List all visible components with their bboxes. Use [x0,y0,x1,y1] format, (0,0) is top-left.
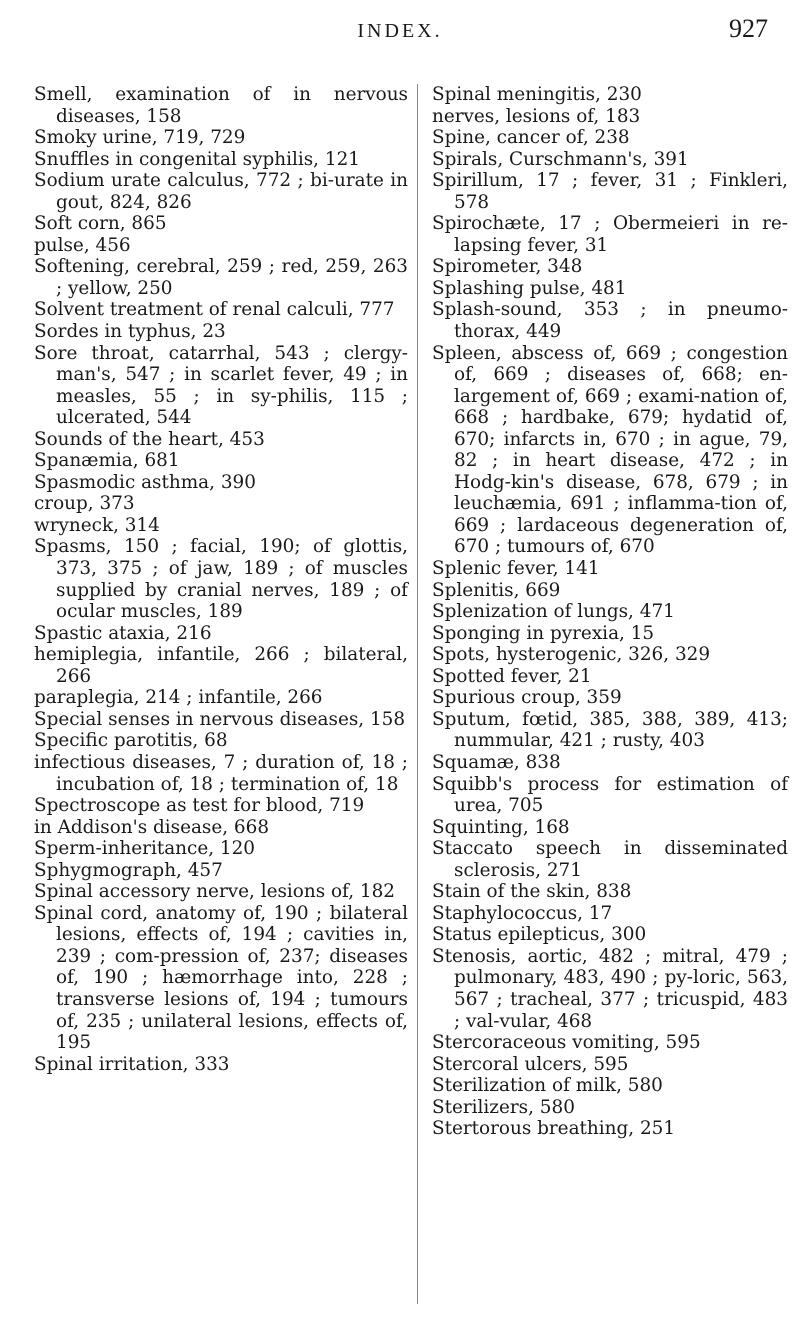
index-entry: Spasms, 150 ; facial, 190; of glottis, 373, 375 ; of jaw, 189 ; of muscles supplied by cranial nerves, 189 ; of ocular muscles, 189 [34,536,408,623]
index-entry: Soft corn, 865 [34,213,167,235]
index-columns [34,84,788,1324]
index-entry: infectious diseases, 7 ; duration of, 18 ; incubation of, 18 ; termination of, 18 [34,751,408,795]
index-entry: Spanæmia, 681 [34,450,180,472]
index-entry: Staphylococcus, 17 [432,902,613,924]
index-entry: Sore throat, catarrhal, 543 ; clergy-man's, 547 ; in scarlet fever, 49 ; in measles, 55 ; in sy-philis, 115 ; ulcerated, 544 [34,342,408,429]
index-entry: croup, 373 [34,493,135,515]
index-entry: in Addison's disease, 668 [34,816,270,838]
index-entry: Stain of the skin, 838 [432,881,632,903]
index-entry: Sterilization of milk, 580 [432,1075,663,1097]
index-entry: Spastic ataxia, 216 [34,622,212,644]
index-entry: wryneck, 314 [34,514,160,536]
index-entry: Spinal accessory nerve, lesions of, 182 [34,881,395,903]
index-entry: Spleen, abscess of, 669 ; congestion of, 669 ; diseases of, 668; en-largement of, 669 ; exami-nation of, 668 ; hardbake, 679; hydatid of, 670; infarcts in, 670 ; in ague, 79, 82 ; in heart disease, 472 ; in Hodg-kin's disease, 678, 679 ; in leuchæmia, 691 ; inflamma-tion of, 669 ; lardaceous degeneration of, 670 ; tumours of, 670 [432,342,788,558]
index-entry: Stercoraceous vomiting, 595 [432,1032,701,1054]
index-entry: Special senses in nervous diseases, 158 [34,708,406,730]
index-entry: Squamæ, 838 [432,751,561,773]
index-entry: Solvent treatment of renal calculi, 777 [34,299,395,321]
index-entry: Sterilizers, 580 [432,1096,575,1118]
index-entry: paraplegia, 214 ; infantile, 266 [34,687,323,709]
index-entry: Spine, cancer of, 238 [432,127,630,149]
index-entry: Spirals, Curschmann's, 391 [432,148,689,170]
running-title: INDEX. [357,20,443,42]
index-entry: Spots, hysterogenic, 326, 329 [432,644,711,666]
index-entry: Squinting, 168 [432,816,570,838]
index-entry: Staccato speech in disseminated sclerosis, 271 [432,838,788,881]
index-entry: Sphygmograph, 457 [34,859,223,881]
index-entry: Smell, examination of in nervous diseases, 158 [34,84,408,127]
index-entry: Spectroscope as test for blood, 719 [34,795,365,817]
page-number: 927 [729,14,768,43]
index-entry: Stertorous breathing, 251 [432,1118,676,1140]
left-column [34,84,408,1075]
index-entry: pulse, 456 [34,234,131,256]
index-entry: Snuffles in congenital syphilis, 121 [34,148,360,170]
index-entry: Specific parotitis, 68 [34,730,228,752]
index-entry: Spirochæte, 17 ; Obermeieri in re-lapsing fever, 31 [432,213,788,256]
index-entry: nerves, lesions of, 183 [432,105,641,127]
index-entry: Splenitis, 669 [432,579,561,601]
index-entry: Sodium urate calculus, 772 ; bi-urate in gout, 824, 826 [34,170,408,213]
index-entry: Spirometer, 348 [432,256,583,278]
index-entry: Stercoral ulcers, 595 [432,1053,629,1075]
index-entry: Sputum, fœtid, 385, 388, 389, 413; nummular, 421 ; rusty, 403 [432,708,788,752]
index-entry: Spinal meningitis, 230 [432,84,642,105]
index-entry: Squibb's process for estimation of urea, 705 [432,773,788,817]
index-entry: Spotted fever, 21 [432,665,592,687]
index-entry: Spinal irritation, 333 [34,1053,230,1075]
index-entry: Status epilepticus, 300 [432,924,647,946]
index-entry: hemiplegia, infantile, 266 ; bilateral, 266 [34,644,408,687]
index-entry: Spasmodic asthma, 390 [34,471,256,493]
index-entry: Sounds of the heart, 453 [34,428,265,450]
page-header [0,14,800,54]
index-entry: Sponging in pyrexia, 15 [432,622,655,644]
index-entry: Sperm-inheritance, 120 [34,838,256,860]
index-entry: Smoky urine, 719, 729 [34,127,246,149]
right-column [432,84,788,1140]
index-entry: Spirillum, 17 ; fever, 31 ; Finkleri, 578 [432,170,788,213]
index-entry: Splashing pulse, 481 [432,277,627,299]
index-entry: Splenic fever, 141 [432,558,600,580]
index-entry: Splash-sound, 353 ; in pneumo-thorax, 449 [432,299,788,343]
index-entry: Stenosis, aortic, 482 ; mitral, 479 ; pulmonary, 483, 490 ; py-loric, 563, 567 ; tracheal, 377 ; tricuspid, 483 ; val-vular, 468 [432,945,788,1032]
index-entry: Splenization of lungs, 471 [432,601,675,623]
index-entry: Sordes in typhus, 23 [34,321,226,343]
index-entry: Softening, cerebral, 259 ; red, 259, 263 ; yellow, 250 [34,256,408,299]
index-entry: Spinal cord, anatomy of, 190 ; bilateral lesions, effects of, 194 ; cavities in, 239 ; com-pression of, 237; diseases of, 190 ; hæmorrhage into, 228 ; transverse lesions of, 194 ; tumours of, 235 ; unilateral lesions, effects of, 195 [34,902,408,1054]
index-entry: Spurious croup, 359 [432,687,622,709]
